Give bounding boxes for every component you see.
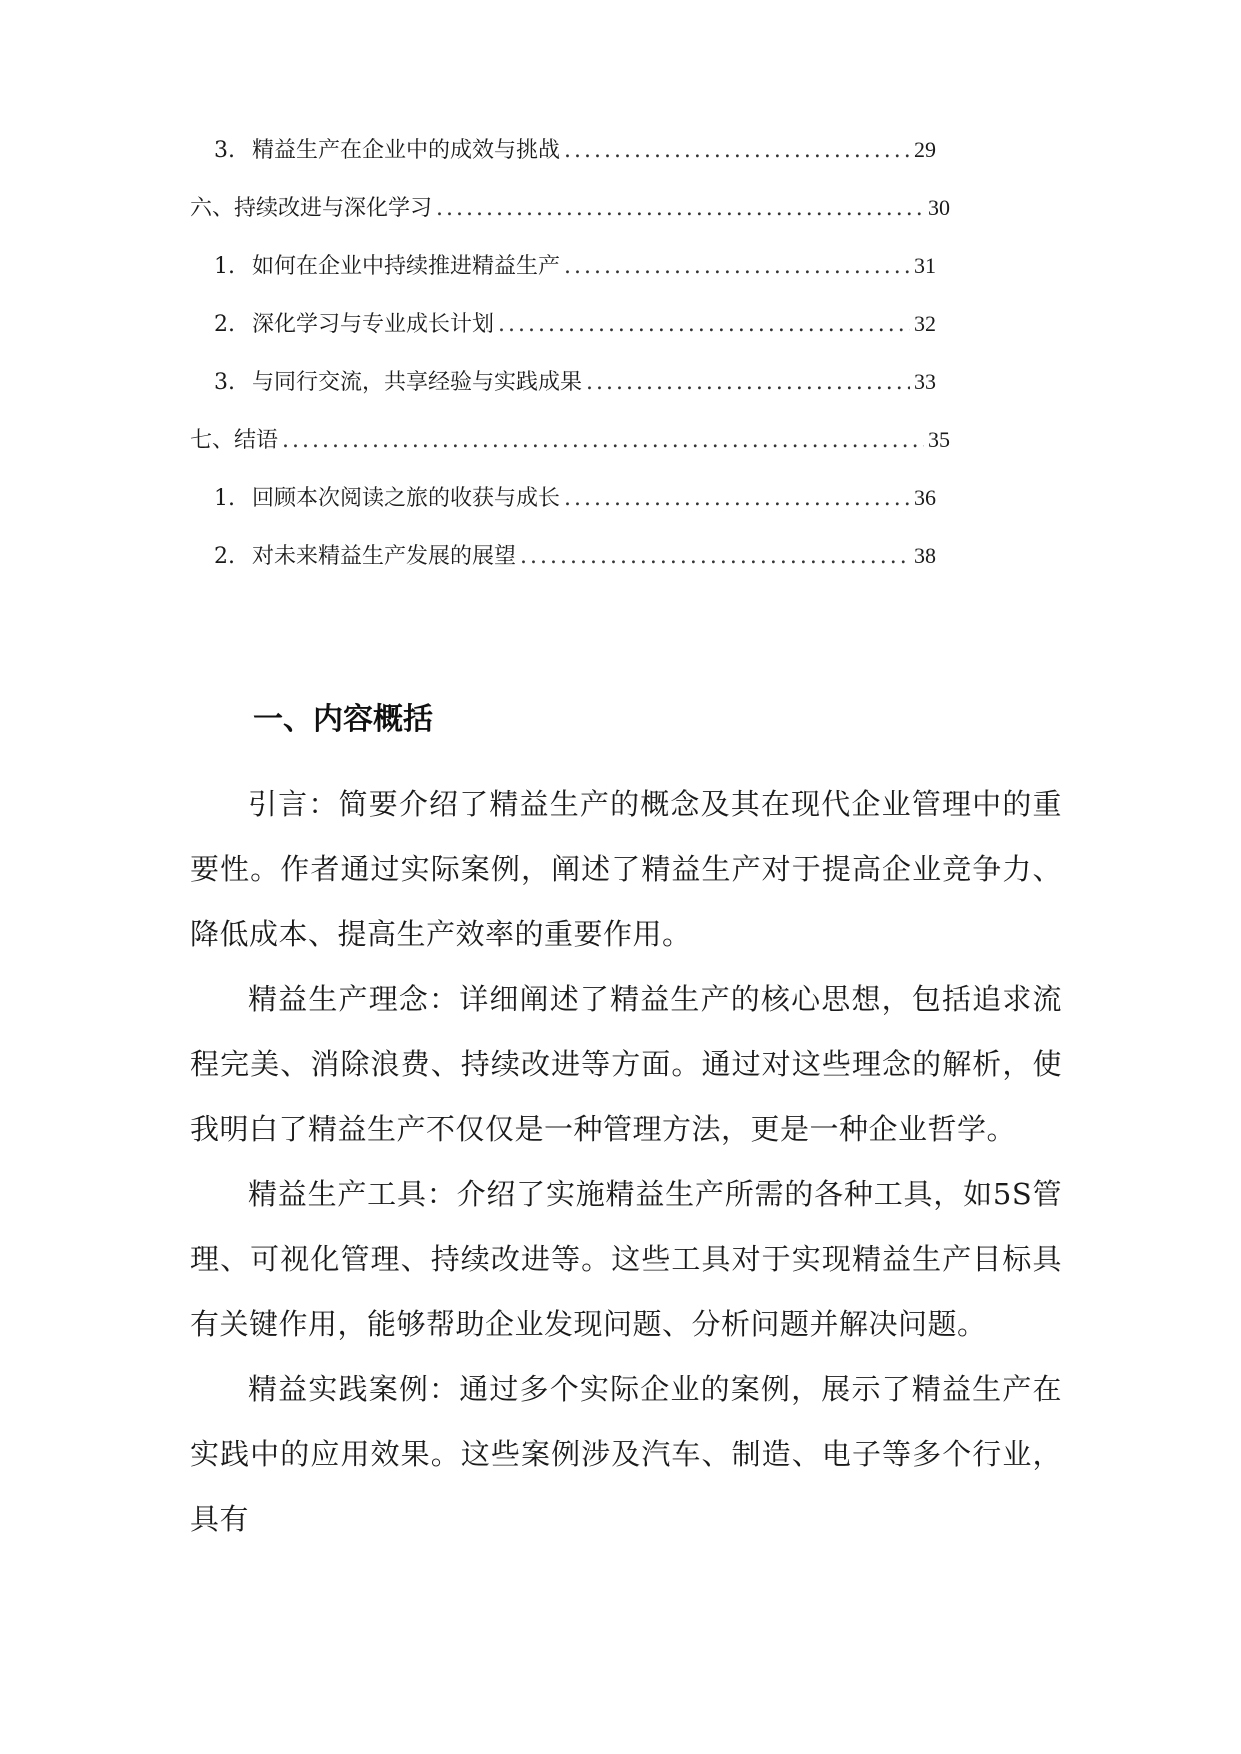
toc-entry-title: 六、持续改进与深化学习 — [190, 196, 433, 221]
toc-dot-leader — [520, 541, 910, 573]
toc-entry-title: 七、结语 — [190, 428, 279, 453]
toc-dot-leader — [282, 425, 924, 457]
toc-entry-page: 32 — [914, 311, 936, 336]
toc-entry[interactable] — [190, 192, 950, 224]
paragraph-lean-concept: 精益生产理念：详细阐述了精益生产的核心思想，包括追求流程完美、消除浪费、持续改进等方面。通过对这些理念的解析，使我明白了精益生产不仅仅是一种管理方法，更是一种企业哲学。 — [190, 982, 1062, 1146]
toc-entry-title: 深化学习与专业成长计划 — [252, 312, 495, 337]
toc-entry-title: 回顾本次阅读之旅的收获与成长 — [252, 486, 561, 511]
toc-entry-number: 3. — [214, 370, 235, 395]
paragraph-lean-tools: 精益生产工具：介绍了实施精益生产所需的各种工具，如5S管理、可视化管理、持续改进等。这些工具对于实现精益生产目标具有关键作用，能够帮助企业发现问题、分析问题并解决问题。 — [190, 1177, 1062, 1341]
toc-entry-title: 与同行交流，共享经验与实践成果 — [252, 370, 583, 395]
paragraph-introduction: 引言：简要介绍了精益生产的概念及其在现代企业管理中的重要性。作者通过实际案例，阐述了精益生产对于提高企业竞争力、降低成本、提高生产效率的重要作用。 — [190, 787, 1062, 951]
toc-entry[interactable] — [214, 540, 936, 572]
paragraph-lean-cases: 精益实践案例：通过多个实际企业的案例，展示了精益生产在实践中的应用效果。这些案例涉及汽车、制造、电子等多个行业，具有 — [190, 1372, 1062, 1536]
toc-entry-page: 29 — [914, 137, 936, 162]
toc-entry-number: 2. — [214, 312, 235, 337]
toc-entry-page: 38 — [914, 543, 936, 568]
toc-dot-leader — [564, 483, 910, 515]
toc-entry-title: 对未来精益生产发展的展望 — [252, 544, 517, 569]
toc-entry-number: 2. — [214, 544, 235, 569]
toc-dot-leader — [564, 251, 910, 283]
toc-entry[interactable] — [214, 134, 936, 166]
toc-entry[interactable] — [214, 366, 936, 398]
toc-entry-number: 3. — [214, 138, 235, 163]
toc-dot-leader — [498, 309, 910, 341]
toc-entry-page: 36 — [914, 485, 936, 510]
toc-dot-leader — [586, 367, 910, 399]
section-heading: 一、内容概括 — [253, 702, 433, 737]
toc-entry-title: 精益生产在企业中的成效与挑战 — [252, 138, 561, 163]
toc-entry-number: 1. — [214, 486, 235, 511]
toc-entry-number: 1. — [214, 254, 235, 279]
toc-entry-page: 31 — [914, 253, 936, 278]
toc-entry-page: 33 — [914, 369, 936, 394]
toc-entry[interactable] — [190, 424, 950, 456]
toc-dot-leader — [436, 193, 924, 225]
section-body — [190, 772, 1062, 1552]
toc-entry-title: 如何在企业中持续推进精益生产 — [252, 254, 561, 279]
toc-dot-leader — [564, 135, 910, 167]
toc-entry[interactable] — [214, 308, 936, 340]
toc-entry[interactable] — [214, 250, 936, 282]
toc-entry-page: 30 — [928, 195, 950, 220]
toc-entry[interactable] — [214, 482, 936, 514]
toc-entry-page: 35 — [928, 427, 950, 452]
